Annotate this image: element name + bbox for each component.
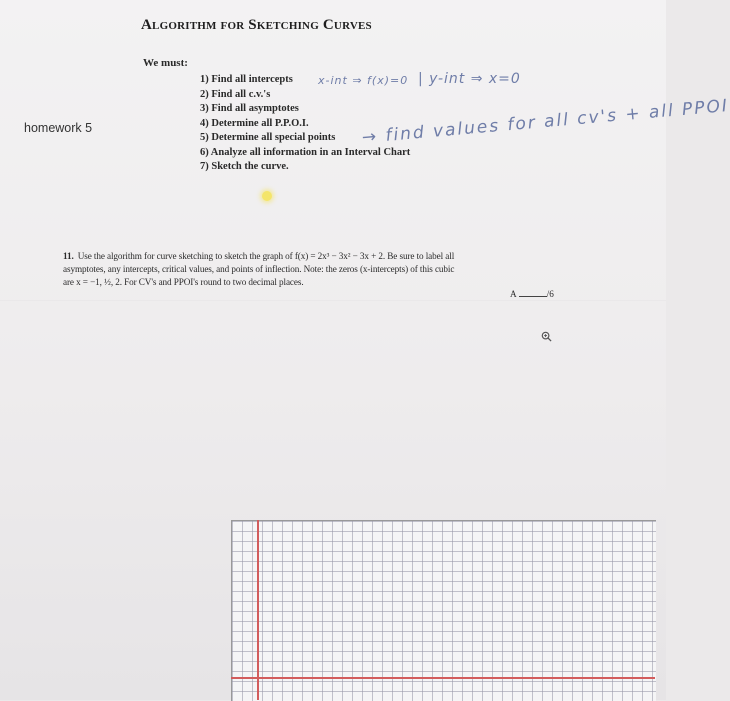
graph-grid <box>231 520 656 701</box>
step-item: 1) Find all intercepts <box>200 74 293 85</box>
zoom-icon[interactable] <box>541 331 552 342</box>
step-item: 3) Find all asymptotes <box>200 103 299 114</box>
problem-statement <box>63 250 583 289</box>
intro-label: We must: <box>143 57 188 69</box>
step-item: 2) Find all c.v.'s <box>200 88 271 100</box>
paper-crease <box>0 300 666 301</box>
step-item: 6) Analyze all information in an Interval Chart <box>200 146 411 158</box>
homework-label: homework 5 <box>24 121 93 135</box>
step-item: 4) Determine all P.P.O.I. <box>200 117 309 129</box>
x-axis-line <box>231 677 655 679</box>
problem-line-2: asymptotes, any intercepts, critical values, and points of inflection. Note: the zeros (x-intercepts) of this cubic <box>63 264 455 274</box>
step-item: 7) Sketch the curve. <box>200 161 289 172</box>
score-mark: A /6 <box>510 289 554 299</box>
page-title: Algorithm for Sketching Curves <box>141 17 372 33</box>
problem-line-1: 11. Use the algorithm for curve sketching to sketch the graph of f(x) = 2x³ − 3x² − 3x + 2. Be sure to label all <box>63 251 455 261</box>
algorithm-steps <box>200 73 410 175</box>
highlight-dot <box>262 191 272 201</box>
problem-number: 11. <box>63 251 74 261</box>
step-item: 5) Determine all special points <box>200 132 336 143</box>
handwritten-note-values: → find values for all cv's + all PPOI <box>361 95 730 148</box>
handwritten-note-y-int: | y-int ⇒ x=0 <box>418 71 521 87</box>
problem-line-3: are x = −1, ½, 2. For CV's and PPOI's round to two decimal places. <box>63 277 304 287</box>
score-blank <box>519 296 547 297</box>
handwritten-note-x-int: x-int ⇒ f(x)=0 <box>318 74 409 87</box>
y-axis-line <box>257 520 259 700</box>
